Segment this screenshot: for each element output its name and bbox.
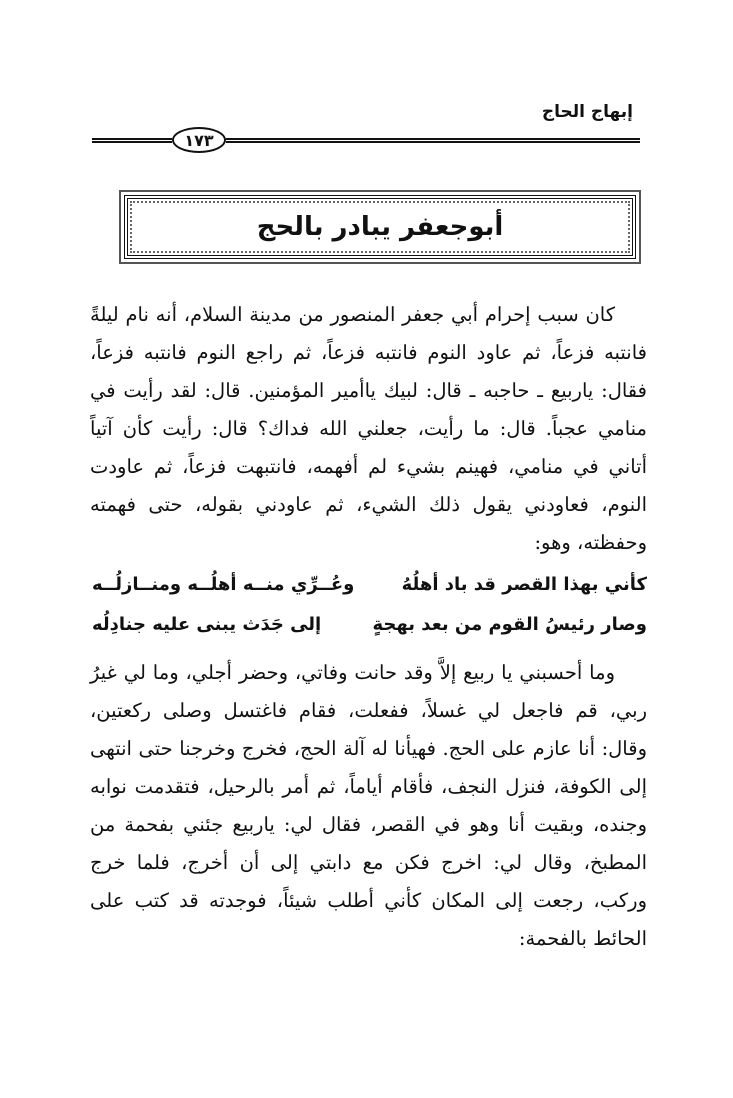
header-rule-left (92, 138, 172, 143)
verse-2-second-hemistich: إلى جَدَث يبنى عليه جنادِلُه (92, 614, 322, 635)
verse-1-second-hemistich: وعُــرِّي منــه أهلُــه ومنــازلُــه (92, 574, 355, 595)
verse-2-first-hemistich: وصار رئيسُ القوم من بعد بهجةٍ (372, 614, 647, 635)
section-title-frame (124, 195, 636, 259)
section-title: أبوجعفر يبادر بالحج (256, 212, 504, 242)
running-title: إبهاج الحاج (541, 102, 633, 122)
verse-line-2 (92, 614, 647, 635)
verse-1-first-hemistich: كأني بهذا القصر قد باد أهلُهُ (401, 574, 647, 595)
paragraph-text: وما أحسبني يا ربيع إلاَّ وقد حانت وفاتي، وحضر أجلي، وما لي غيرُ ربي، قم فاجعل لي غسلاً، ففعلت، فقام فاغتسل وصلى ركعتين، وقال: أنا عازم على الحج. فهيأنا له آلة الحج، فخرج وخرجنا حتى انتهى إلى الكوفة، فنزل النجف، فأقام أياماً، ثم أمر بالرحيل، فتقدمت نوابه وجنده، وبقيت أنا وهو في القصر، فقال لي: ياربيع جئني بفحمة من المطبخ، وقال لي: اخرج فكن مع دابتي إلى أن أخرج، فلما خرج وركب، رجعت إلى المكان كأني أطلب شيئاً، فوجدته قد كتب على الحائط بالفحمة: (90, 661, 647, 950)
header-rule-right (226, 138, 640, 143)
paragraph-text: كان سبب إحرام أبي جعفر المنصور من مدينة السلام، أنه نام ليلةً فانتبه فزعاً، ثم عاود النوم فانتبه فزعاً، ثم راجع النوم فانتبه فزعاً، فقال: ياربيع ـ حاجبه ـ قال: لبيك ياأمير المؤمنين. قال: لقد رأيت في منامي عجباً. قال: ما رأيت، جعلني الله فداك؟ قال: رأيت كأن آتياً أتاني في منامي، فهينم بشيء لم أفهمه، فانتبهت فزعاً، ثم عاودت النوم، فعاودني يقول ذلك الشيء، ثم عاودني بقوله، حتى فهمته وحفظته، وهو: (90, 303, 647, 554)
verse-line-1 (92, 574, 647, 595)
body-paragraph-1 (90, 296, 647, 562)
page-number: ١٧٣ (172, 127, 226, 153)
body-paragraph-2 (90, 654, 647, 958)
